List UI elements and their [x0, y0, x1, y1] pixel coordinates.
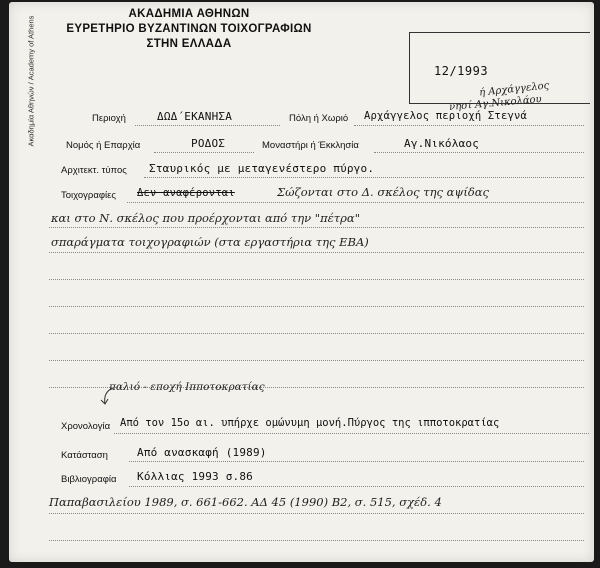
blank-line-2: [49, 306, 584, 307]
frescoes-line-3: [49, 252, 584, 253]
frescoes-handwritten-line-1: Σώζονται στο Δ. σκέλος της αψίδας: [277, 185, 489, 199]
region-value: ΔΩΔ΄ΕΚΑΝΗΣΑ: [157, 110, 233, 123]
city-value: Αρχάγγελος περιοχή Στεγνά: [364, 110, 528, 122]
architecture-value: Σταυρικός με μεταγενέστερο πύργο.: [149, 162, 375, 175]
prefecture-label: Νομός ή Επαρχία: [66, 140, 141, 151]
blank-line-1: [49, 279, 584, 280]
city-handwritten-note-2: νησί Αγ.Νικολάου: [448, 93, 543, 114]
region-label: Περιοχή: [92, 113, 126, 124]
header-index-title: ΕΥΡΕΤΗΡΙΟ ΒΥΖΑΝΤΙΝΩΝ ΤΟΙΧΟΓΡΑΦΙΩΝ: [66, 23, 312, 35]
card-number: 12/1993: [434, 64, 489, 78]
monastery-line: [374, 152, 584, 153]
bibliography-handwritten-refs: Παπαβασιλείου 1989, σ. 661-662. ΑΔ 45 (1990) Β2, σ. 515, σχέδ. 4: [49, 495, 442, 509]
city-handwritten-note-1: ή Αρχάγγελος: [478, 80, 550, 99]
condition-value: Από ανασκαφή (1989): [137, 446, 267, 459]
bibliography-line: [129, 486, 584, 487]
frescoes-handwritten-line-2: και στο Ν. σκέλος που προέρχονται από την "πέτρα": [51, 211, 360, 225]
bibliography-label: Βιβλιογραφία: [61, 474, 117, 485]
condition-line: [129, 461, 584, 462]
frescoes-line-2: [49, 227, 584, 228]
architecture-line: [144, 177, 584, 178]
side-archive-label: Ακαδημία Αθηνών / Academy of Athens: [26, 15, 36, 147]
blank-line-4: [49, 360, 584, 361]
architecture-label: Αρχιτεκτ. τύπος: [61, 165, 127, 176]
prefecture-line: [154, 152, 254, 153]
header-country: ΣΤΗΝ ΕΛΛΑΔΑ: [146, 38, 232, 50]
index-card: [9, 2, 594, 562]
monastery-value: Αγ.Νικόλαος: [404, 137, 480, 150]
dating-line: [114, 433, 589, 434]
region-line: [135, 125, 280, 126]
frescoes-struck-value: Δεν αναφέρονται: [137, 187, 235, 199]
bibliography-value: Κόλλιας 1993 σ.86: [137, 470, 253, 483]
header-institution: ΑΚΑΔΗΜΙΑ ΑΘΗΝΩΝ: [128, 8, 250, 20]
dating-label: Χρονολογία: [61, 421, 111, 432]
dating-arrow-icon: [99, 386, 119, 406]
frescoes-handwritten-line-3: σπαράγματα τοιχογραφιών (στα εργαστήρια της ΕΒΑ): [51, 235, 369, 249]
blank-line-6: [49, 540, 584, 541]
city-line: [354, 125, 584, 126]
dating-value: Από τον 15ο αι. υπήρχε ομώνυμη μονή.Πύργος της ιπποτοκρατίας: [120, 417, 500, 429]
bibliography-line-2: [49, 513, 584, 514]
dating-handwritten-note: παλιό - εποχή Ιπποτοκρατίας: [109, 381, 265, 393]
prefecture-value: ΡΟΔΟΣ: [191, 137, 226, 150]
frescoes-line-1: [127, 202, 584, 203]
condition-label: Κατάσταση: [61, 450, 108, 461]
blank-line-3: [49, 333, 584, 334]
monastery-label: Μοναστήρι ή Έκκλησία: [262, 140, 359, 151]
city-label: Πόλη ή Χωριό: [289, 113, 349, 124]
frescoes-label: Τοιχογραφίες: [61, 190, 116, 201]
